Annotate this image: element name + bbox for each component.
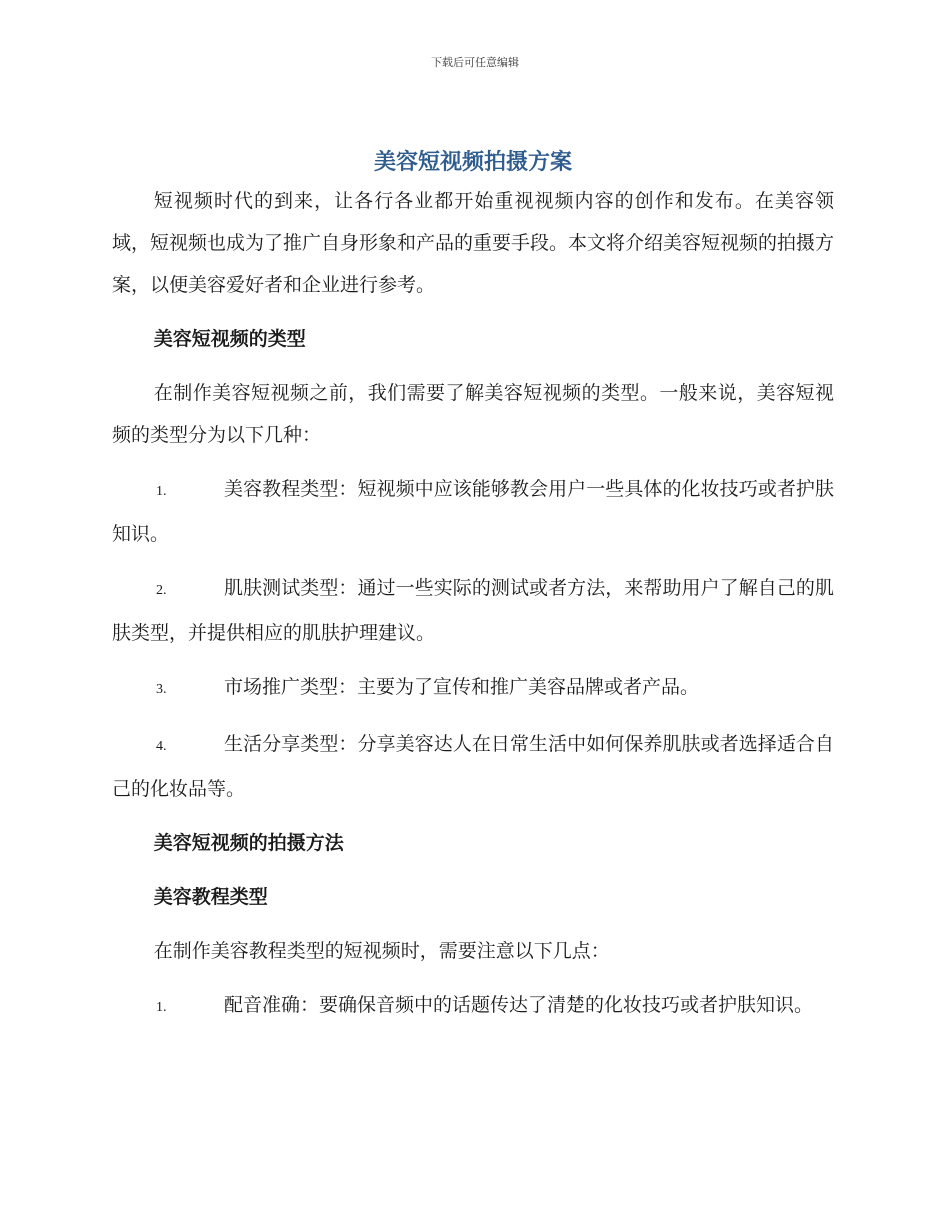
list-number: 1. [156, 484, 167, 499]
list-number: 4. [156, 739, 167, 754]
list-item [112, 567, 834, 654]
header-note: 下载后可任意编辑 [431, 56, 519, 69]
section-heading-types: 美容短视频的类型 [153, 328, 306, 350]
list-number: 1. [156, 1000, 167, 1015]
list-item-text: 美容教程类型：短视频中应该能够教会用户一些具体的化妆技巧或者护肤知识。 [112, 478, 834, 545]
list-item-text: 市场推广类型：主要为了宣传和推广美容品牌或者产品。 [224, 676, 700, 698]
list-item-text: 肌肤测试类型：通过一些实际的测试或者方法，来帮助用户了解自己的肌肤类型，并提供相应的肌肤护理建议。 [112, 577, 834, 644]
section-heading-methods: 美容短视频的拍摄方法 [153, 832, 344, 854]
document-title: 美容短视频拍摄方案 [373, 150, 572, 175]
list-item [112, 468, 834, 555]
list-item-text: 配音准确：要确保音频中的话题传达了清楚的化妆技巧或者护肤知识。 [224, 994, 814, 1016]
list-item [112, 723, 834, 810]
list-item [112, 984, 834, 1029]
subsection-heading-tutorial: 美容教程类型 [153, 886, 268, 908]
list-item [112, 666, 834, 711]
intro-paragraph: 短视频时代的到来，让各行各业都开始重视视频内容的创作和发布。在美容领域，短视频也成为了推广自身形象和产品的重要手段。本文将介绍美容短视频的拍摄方案，以便美容爱好者和企业进行参考。 [112, 190, 835, 296]
types-intro-paragraph: 在制作美容短视频之前，我们需要了解美容短视频的类型。一般来说，美容短视频的类型分为以下几种： [112, 382, 834, 446]
list-item-text: 生活分享类型：分享美容达人在日常生活中如何保养肌肤或者选择适合自己的化妆品等。 [112, 733, 834, 800]
document-body [112, 146, 834, 1029]
list-number: 3. [156, 682, 167, 697]
tutorial-intro-paragraph: 在制作美容教程类型的短视频时，需要注意以下几点： [153, 940, 610, 962]
list-number: 2. [156, 583, 167, 598]
